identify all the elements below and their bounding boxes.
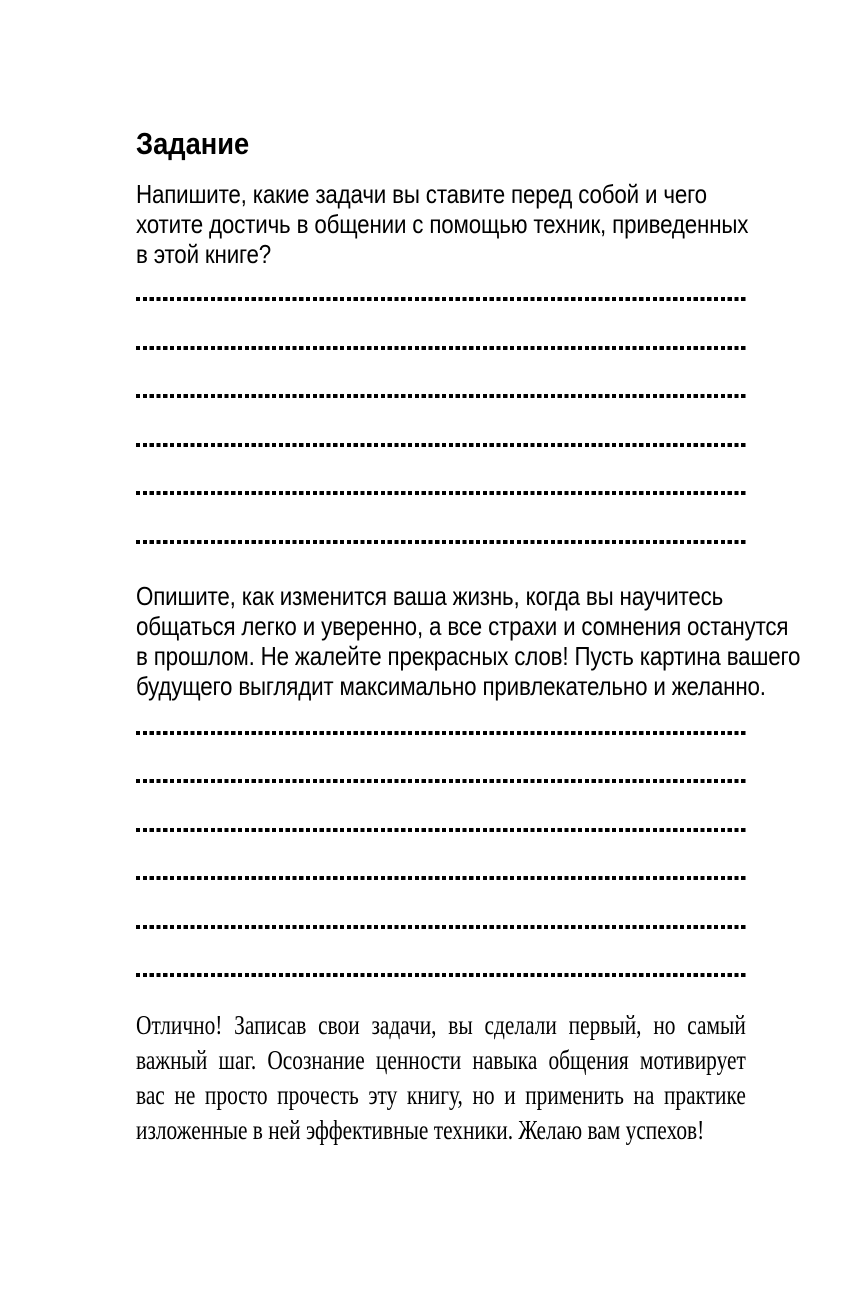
text-line: хотите достичь в общении с помощью техник, приведенных [136,209,749,239]
closing-paragraph [136,1008,746,1148]
text-line: общаться легко и уверенно, а все страхи и сомнения останутся [136,610,789,641]
task-2-prompt [136,580,801,701]
text-line: в этой книге? [136,239,272,269]
dotted-writing-line [136,346,746,350]
dotted-writing-line [136,491,746,495]
text-line: Опишите, как изменится ваша жизнь, когда вы научитесь [136,580,724,611]
dotted-writing-line [136,876,746,880]
text-line: важный шаг. Осознание ценности навыка общения мотивирует [136,1045,746,1075]
text-line: Отлично! Записав свои задачи, вы сделали первый, но самый [136,1010,746,1040]
dotted-writing-line [136,394,746,398]
dotted-writing-line [136,973,746,977]
dotted-writing-line [136,443,746,447]
dotted-writing-line [136,828,746,832]
dotted-writing-line [136,297,746,301]
page-title: Задание [136,126,250,161]
dotted-writing-line [136,779,746,783]
dotted-writing-line [136,540,746,544]
text-line: Напишите, какие задачи вы ставите перед собой и чего [136,179,707,209]
dotted-writing-line [136,731,746,735]
task-1-prompt [136,179,749,269]
task-2-answer-lines [136,731,746,978]
text-line: будущего выглядит максимально привлекательно и желанно. [136,670,766,701]
text-line: изложенные в ней эффективные техники. Желаю вам успехов! [136,1115,705,1145]
text-line: вас не просто прочесть эту книгу, но и применить на практике [136,1080,746,1110]
task-1-answer-lines [136,297,746,544]
text-line: в прошлом. Не жалейте прекрасных слов! Пусть картина вашего [136,640,801,671]
dotted-writing-line [136,925,746,929]
